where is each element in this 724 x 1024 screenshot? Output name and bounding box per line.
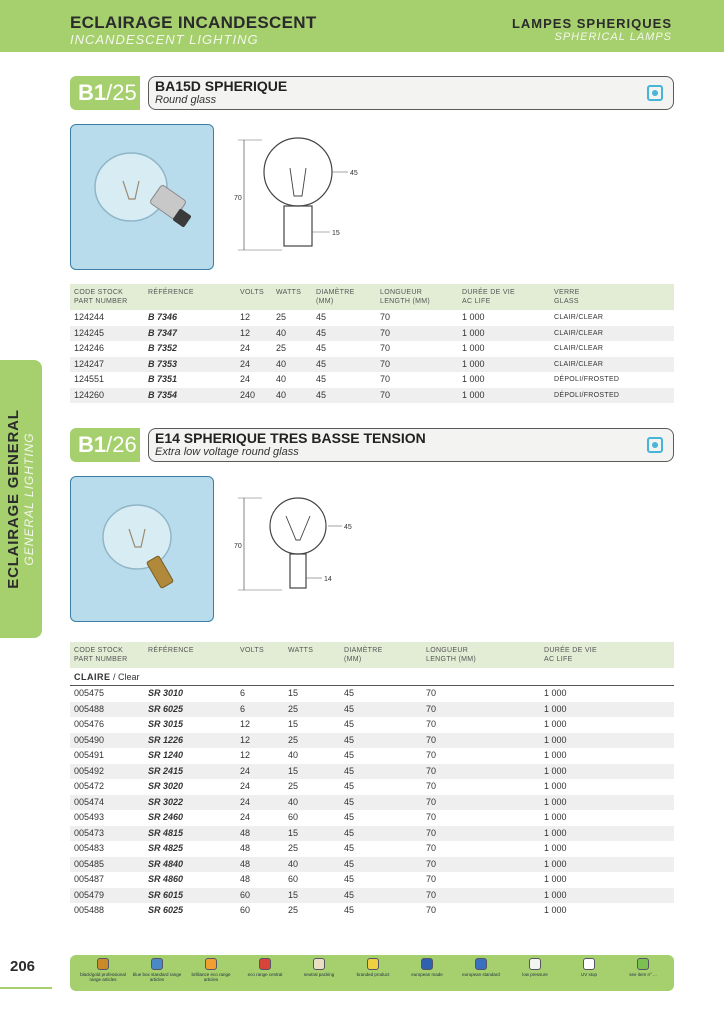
column-header: LONGUEUR LENGTH (MM) [380,289,430,305]
table-cell: 45 [344,796,355,807]
table-cell: 15 [288,765,299,776]
table-cell: 12 [240,312,251,322]
table-cell: 1 000 [544,765,567,776]
table-cell: 40 [276,389,287,400]
group-label [70,668,674,686]
reference-cell: B 7354 [148,389,178,400]
table-cell: 70 [426,843,437,853]
table-cell: 12 [240,719,251,729]
part-number-cell: 005487 [74,874,105,884]
table-cell: 1 000 [462,327,485,338]
reference-cell: B 7353 [148,358,178,369]
table-cell: 45 [344,703,355,714]
table-cell: 70 [426,781,437,791]
reference-cell: SR 4840 [148,858,184,869]
table-row[interactable] [70,686,674,702]
column-header: DIAMÈTRE (MM) [344,647,383,663]
table-cell: 40 [276,327,287,338]
table-cell: 1 000 [544,905,567,915]
group-label-main: CLAIRE [74,672,111,682]
bulb-photo-icon [71,125,214,270]
table-cell: 1 000 [544,827,567,838]
table-cell: 45 [316,389,327,400]
table-cell: 24 [240,796,251,807]
legend-item [294,958,344,977]
table-cell: 45 [344,843,355,853]
table-cell: 70 [426,719,437,729]
neutral-packing-icon [313,958,325,970]
section-subtitle: Round glass [155,94,217,106]
table-cell: 45 [344,874,355,884]
reference-cell: SR 1240 [148,750,184,760]
table-cell: 25 [288,703,299,714]
uv-stop-icon [583,958,595,970]
blue-box-icon [151,958,163,970]
table-cell: CLAIR/CLEAR [554,329,604,337]
table-cell: 15 [288,688,299,698]
table-cell: 70 [426,796,437,807]
table-cell: CLAIR/CLEAR [554,314,604,321]
european-standard-icon [475,958,487,970]
page-number-rule [0,987,52,989]
legend-item [456,958,506,977]
legend-item [186,958,236,982]
part-number-cell: 005472 [74,781,105,791]
table-row[interactable] [70,872,674,888]
legend-label: UV stop [580,972,597,977]
column-header: VERRE GLASS [554,289,580,305]
european-made-icon [421,958,433,970]
table-cell: 24 [240,374,251,384]
table-cell: 1 000 [544,889,567,900]
table-cell: 45 [344,688,355,698]
part-number-cell: 005490 [74,734,105,745]
column-header: RÉFÉRENCE [148,289,194,296]
table-cell: 12 [240,750,251,760]
reference-cell: SR 4860 [148,874,184,884]
table-row[interactable] [70,717,674,733]
table-cell: 45 [344,750,355,760]
reference-cell: SR 6025 [148,905,184,915]
table-cell: 70 [380,374,391,384]
table-cell: 1 000 [462,343,485,353]
table-row[interactable] [70,903,674,919]
section-b1-26 [70,428,674,462]
part-number-cell: 005488 [74,703,105,714]
section-code: B1/26 [70,428,140,462]
dim-height-label: 70 [234,195,242,202]
legend-item [240,958,290,977]
table-cell: 60 [240,889,251,900]
table-cell: 45 [316,327,327,338]
table-cell: 70 [426,703,437,714]
table-cell: 40 [288,796,299,807]
table-cell: 48 [240,827,251,838]
table-cell: 25 [288,734,299,745]
table-row[interactable] [70,857,674,873]
table-row[interactable] [70,841,674,857]
bulb-info-icon[interactable] [647,85,663,101]
legend-item [510,958,560,977]
table-cell: 70 [426,812,437,822]
table-cell: 45 [344,812,355,822]
table-cell: 12 [240,327,251,338]
reference-cell: SR 4815 [148,827,184,838]
group-label-sub: / Clear [110,672,140,682]
table-row[interactable] [70,779,674,795]
table-cell: 1 000 [544,781,567,791]
dim-base-label: 15 [332,230,340,237]
table-body [70,686,674,919]
part-number-cell: 005479 [74,889,105,900]
dimension-drawing-e14 [232,494,372,594]
table-cell: 25 [288,781,299,791]
dim-diameter-label: 45 [350,170,358,177]
table-cell: 70 [426,874,437,884]
table-row[interactable] [70,795,674,811]
header-left [70,14,317,47]
reference-cell: B 7347 [148,327,178,338]
part-number-cell: 005493 [74,812,105,822]
table-row[interactable] [70,764,674,780]
side-tab-title: ECLAIRAGE GENERAL [5,409,22,589]
column-header: VOLTS [240,647,264,654]
legend-item [564,958,614,977]
table-cell: 60 [288,812,299,822]
column-header: WATTS [288,647,314,654]
section-b1-25 [70,76,674,110]
reference-cell: SR 3015 [148,719,184,729]
dimension-drawing-ba15d [232,134,372,260]
table-cell: 24 [240,781,251,791]
part-number-cell: 005475 [74,688,105,698]
table-cell: 70 [426,889,437,900]
table-cell: 1 000 [544,874,567,884]
table-cell: 70 [426,734,437,745]
part-number-cell: 005485 [74,858,105,869]
reference-cell: SR 4825 [148,843,184,853]
table-row[interactable] [70,888,674,904]
part-number-cell: 005488 [74,905,105,915]
table-cell: 48 [240,874,251,884]
table-cell: 70 [426,750,437,760]
table-row[interactable] [70,733,674,749]
table-row[interactable] [70,388,674,404]
part-number-cell: 124244 [74,312,105,322]
side-tab-text [6,409,36,588]
reference-cell: SR 2460 [148,812,184,822]
table-cell: 48 [240,843,251,853]
header-right [512,17,672,44]
table-cell: 24 [240,765,251,776]
table-cell: 24 [240,343,251,353]
table-header [70,642,674,668]
part-number-cell: 005491 [74,750,105,760]
reference-cell: SR 3010 [148,688,184,698]
table-cell: 24 [240,358,251,369]
section-title-box [148,76,674,110]
column-header: DURÉE DE VIE AC LIFE [462,289,515,305]
table-cell: 24 [240,812,251,822]
branded-product-icon [367,958,379,970]
gold-brown-icon [97,958,109,970]
reference-cell: B 7352 [148,343,178,353]
legend-label: low pressure [522,972,548,977]
part-number-cell: 005474 [74,796,105,807]
section-subtitle: Extra low voltage round glass [155,446,299,458]
table-cell: 45 [316,312,327,322]
table-cell: 70 [426,858,437,869]
see-item-icon [637,958,649,970]
table-cell: 70 [380,358,391,369]
table-row[interactable] [70,702,674,718]
header-subtitle: INCANDESCENT LIGHTING [70,32,259,47]
table-cell: 45 [316,374,327,384]
header-title: ECLAIRAGE INCANDESCENT [70,13,317,32]
table-cell: 70 [380,389,391,400]
table-cell: 40 [288,858,299,869]
legend-label: eco range central [247,972,283,977]
table-row[interactable] [70,357,674,373]
table-header [70,284,674,310]
table-row[interactable] [70,341,674,357]
table-cell: 60 [240,905,251,915]
reference-cell: B 7346 [148,312,178,322]
table-cell: 45 [344,905,355,915]
red-box-icon [259,958,271,970]
table-cell: 15 [288,889,299,900]
part-number-cell: 124551 [74,374,105,384]
reference-cell: SR 6015 [148,889,184,900]
table-cell: CLAIR/CLEAR [554,345,604,352]
table-cell: DÉPOLI/FROSTED [554,376,620,383]
table-cell: 1 000 [462,389,485,400]
section-title: E14 SPHERIQUE TRES BASSE TENSION [155,430,426,446]
part-number-cell: 124260 [74,389,105,400]
table-cell: 1 000 [544,843,567,853]
table-cell: 48 [240,858,251,869]
table-cell: 1 000 [544,858,567,869]
column-header: CODE STOCK PART NUMBER [74,289,128,305]
bulb-photo-icon [71,477,214,622]
section-title: BA15D SPHERIQUE [155,78,288,94]
reference-cell: SR 6025 [148,703,184,714]
legend-label: branded product [356,972,390,977]
page-number: 206 [10,958,36,975]
product-photo-e14 [70,476,214,622]
table-cell: 70 [380,343,391,353]
orange-circle-icon [205,958,217,970]
table-cell: 1 000 [544,750,567,760]
table-cell: 1 000 [544,734,567,745]
table-cell: 1 000 [544,812,567,822]
reference-cell: SR 3022 [148,796,184,807]
table-cell: 45 [344,889,355,900]
side-tab[interactable] [0,360,42,638]
column-header: LONGUEUR LENGTH (MM) [426,647,476,663]
table-cell: 40 [276,374,287,384]
column-header: VOLTS [240,289,264,296]
table-cell: 40 [276,358,287,369]
table-cell: 45 [316,358,327,369]
table-row[interactable] [70,826,674,842]
legend-item [348,958,398,977]
table-cell: DÉPOLI/FROSTED [554,391,620,399]
table-cell: 240 [240,389,256,400]
part-number-cell: 124247 [74,358,105,369]
category-title: LAMPES SPHERIQUES [511,16,672,31]
reference-cell: SR 1226 [148,734,184,745]
table-cell: 1 000 [544,719,567,729]
reference-cell: SR 2415 [148,765,184,776]
table-cell: 60 [288,874,299,884]
table-row[interactable] [70,810,674,826]
table-cell: 70 [426,827,437,838]
table-cell: 40 [288,750,299,760]
table-cell: 45 [344,765,355,776]
table-cell: 45 [344,734,355,745]
category-subtitle: SPHERICAL LAMPS [554,31,672,43]
low-pressure-icon [529,958,541,970]
table-body [70,310,674,403]
section-code: B1/25 [70,76,140,110]
table-cell: 70 [380,312,391,322]
part-number-cell: 005492 [74,765,105,776]
legend-label: blue box standard range articles [132,972,182,982]
table-cell: 15 [288,719,299,729]
table-cell: CLAIR/CLEAR [554,360,604,368]
legend-label: black/gold professional range articles [80,972,126,982]
legend-item [132,958,182,982]
table-row[interactable] [70,310,674,326]
table-cell: 70 [380,327,391,338]
legend-item [618,958,668,977]
part-number-cell: 124245 [74,327,105,338]
part-number-cell: 124246 [74,343,105,353]
product-photo-ba15d [70,124,214,270]
legend-label: european made [411,972,443,977]
table-cell: 1 000 [462,374,485,384]
reference-cell: SR 3020 [148,781,184,791]
legend-label: see item n° ... [629,972,657,977]
table-cell: 45 [344,781,355,791]
table-cell: 25 [288,905,299,915]
table-cell: 6 [240,703,246,714]
column-header: DIAMÈTRE (MM) [316,289,355,305]
column-header: CODE STOCK PART NUMBER [74,647,128,663]
part-number-cell: 005476 [74,719,105,729]
part-number-cell: 005483 [74,843,105,853]
column-header: RÉFÉRENCE [148,647,194,654]
table-cell: 12 [240,734,251,745]
product-table-ba15d [70,284,674,403]
side-tab-subtitle: GENERAL LIGHTING [22,432,36,566]
legend-bar [70,955,674,991]
legend-item [402,958,452,977]
reference-cell: B 7351 [148,374,178,384]
table-cell: 1 000 [462,312,485,322]
dim-diameter-label: 45 [344,524,352,531]
table-cell: 6 [240,688,246,698]
table-cell: 45 [344,858,355,869]
legend-label: brilliance eco range articles [191,972,231,982]
table-row[interactable] [70,372,674,388]
table-cell: 1 000 [544,703,567,714]
table-cell: 25 [276,343,287,353]
table-cell: 25 [288,843,299,853]
table-cell: 70 [426,688,437,698]
bulb-info-icon[interactable] [647,437,663,453]
table-cell: 1 000 [544,796,567,807]
dim-base-label: 14 [324,576,332,583]
table-cell: 70 [426,905,437,915]
table-cell: 70 [426,765,437,776]
part-number-cell: 005473 [74,827,105,838]
legend-label: european standard [462,972,500,977]
product-table-e14 [70,642,674,919]
section-title-box [148,428,674,462]
table-cell: 45 [344,827,355,838]
legend-label: neutral packing [303,972,335,977]
dim-height-label: 70 [234,543,242,550]
column-header: WATTS [276,289,302,296]
table-cell: 25 [276,312,287,322]
table-cell: 1 000 [544,688,567,698]
table-row[interactable] [70,326,674,342]
table-cell: 45 [316,343,327,353]
column-header: DURÉE DE VIE AC LIFE [544,647,597,663]
table-cell: 1 000 [462,358,485,369]
table-row[interactable] [70,748,674,764]
table-cell: 15 [288,827,299,838]
legend-item [78,958,128,982]
table-cell: 45 [344,719,355,729]
